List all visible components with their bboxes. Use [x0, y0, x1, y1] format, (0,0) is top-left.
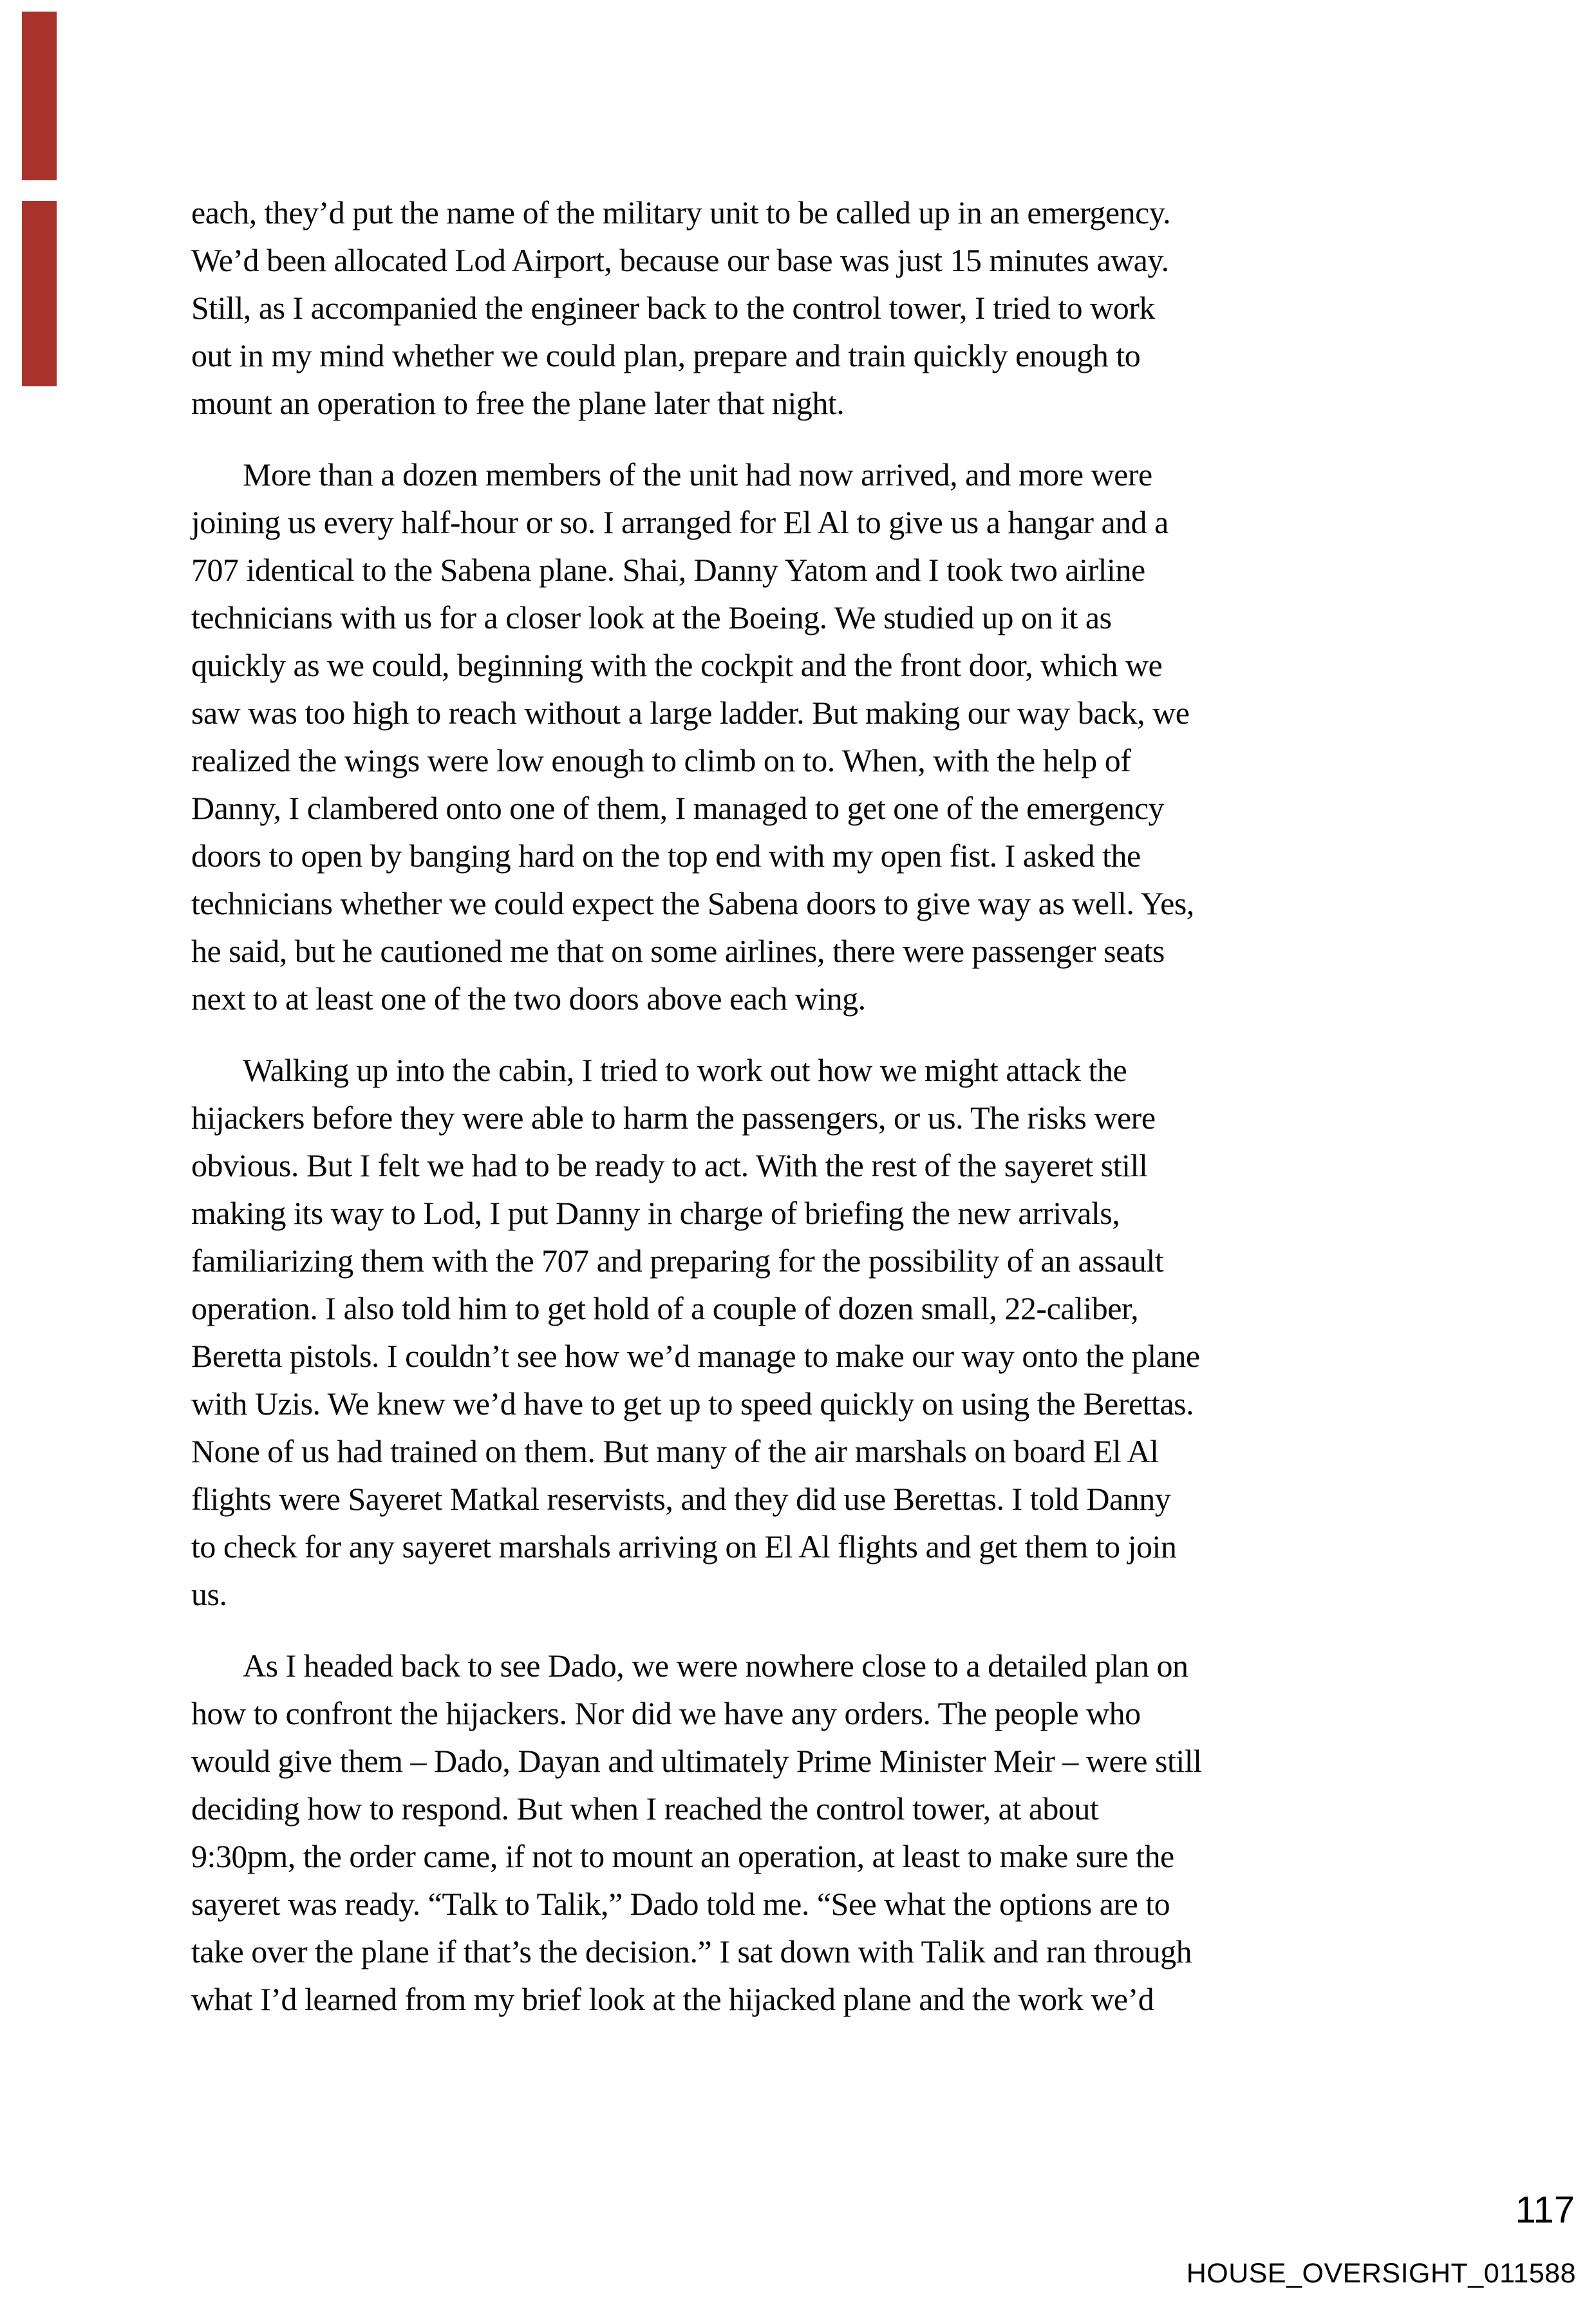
text-line: We’d been allocated Lod Airport, because our base was just 15 minutes away. [191, 242, 1169, 278]
text-line: None of us had trained on them. But many of the air marshals on board El Al [191, 1433, 1159, 1469]
text-line: Danny, I clambered onto one of them, I managed to get one of the emergency [191, 790, 1165, 826]
text-line: hijackers before they were able to harm the passengers, or us. The risks were [191, 1100, 1156, 1136]
text-line: what I’d learned from my brief look at the hijacked plane and the work we’d [191, 1981, 1154, 2017]
text-line: take over the plane if that’s the decision.” I sat down with Talik and ran through [191, 1933, 1192, 1969]
text-line: joining us every half-hour or so. I arranged for El Al to give us a hangar and a [191, 504, 1169, 540]
text-line: to check for any sayeret marshals arriving on El Al flights and get them to join [191, 1528, 1177, 1565]
bates-stamp: HOUSE_OVERSIGHT_011588 [1186, 2258, 1576, 2289]
text-line: More than a dozen members of the unit had now arrived, and more were [243, 456, 1152, 493]
paragraph-2 [191, 451, 1379, 1022]
text-line: each, they’d put the name of the military unit to be called up in an emergency. [191, 194, 1171, 230]
text-line: technicians whether we could expect the Sabena doors to give way as well. Yes, [191, 885, 1194, 921]
text-line: he said, but he cautioned me that on some airlines, there were passenger seats [191, 933, 1165, 969]
text-line: operation. I also told him to get hold of a couple of dozen small, 22-caliber, [191, 1290, 1139, 1326]
text-line: next to at least one of the two doors above each wing. [191, 981, 866, 1017]
text-line: 9:30pm, the order came, if not to mount an operation, at least to make sure the [191, 1838, 1174, 1874]
text-line: doors to open by banging hard on the top end with my open fist. I asked the [191, 838, 1141, 874]
text-line: Beretta pistols. I couldn’t see how we’d manage to make our way onto the plane [191, 1338, 1200, 1374]
text-line: out in my mind whether we could plan, prepare and train quickly enough to [191, 337, 1141, 373]
paragraph-3 [191, 1046, 1379, 1618]
margin-mark-top [22, 12, 57, 180]
paragraph-4 [191, 1642, 1379, 2023]
text-line: familiarizing them with the 707 and preparing for the possibility of an assault [191, 1243, 1164, 1279]
text-line: 707 identical to the Sabena plane. Shai, Danny Yatom and I took two airline [191, 552, 1145, 588]
text-line: how to confront the hijackers. Nor did we have any orders. The people who [191, 1695, 1141, 1731]
text-line: Still, as I accompanied the engineer back to the control tower, I tried to work [191, 290, 1155, 326]
text-line: realized the wings were low enough to climb on to. When, with the help of [191, 742, 1131, 778]
page-number: 117 [1515, 2189, 1575, 2231]
text-line: deciding how to respond. But when I reached the control tower, at about [191, 1791, 1099, 1827]
text-line: would give them – Dado, Dayan and ultimately Prime Minister Meir – were still [191, 1743, 1202, 1779]
text-line: us. [191, 1576, 227, 1612]
text-line: Walking up into the cabin, I tried to work out how we might attack the [243, 1052, 1127, 1088]
text-line: mount an operation to free the plane later that night. [191, 385, 845, 421]
text-line: sayeret was ready. “Talk to Talik,” Dado told me. “See what the options are to [191, 1886, 1170, 1922]
text-line: As I headed back to see Dado, we were nowhere close to a detailed plan on [243, 1648, 1188, 1684]
paragraph-1 [191, 189, 1379, 427]
body-text [191, 189, 1379, 2023]
text-line: saw was too high to reach without a large ladder. But making our way back, we [191, 695, 1190, 731]
text-line: technicians with us for a closer look at the Boeing. We studied up on it as [191, 599, 1112, 635]
text-line: with Uzis. We knew we’d have to get up to speed quickly on using the Berettas. [191, 1386, 1194, 1422]
text-line: flights were Sayeret Matkal reservists, and they did use Berettas. I told Danny [191, 1481, 1171, 1517]
text-line: making its way to Lod, I put Danny in charge of briefing the new arrivals, [191, 1195, 1120, 1231]
text-line: quickly as we could, beginning with the cockpit and the front door, which we [191, 647, 1163, 683]
margin-mark-bottom [22, 201, 57, 386]
text-line: obvious. But I felt we had to be ready to act. With the rest of the sayeret still [191, 1147, 1148, 1183]
